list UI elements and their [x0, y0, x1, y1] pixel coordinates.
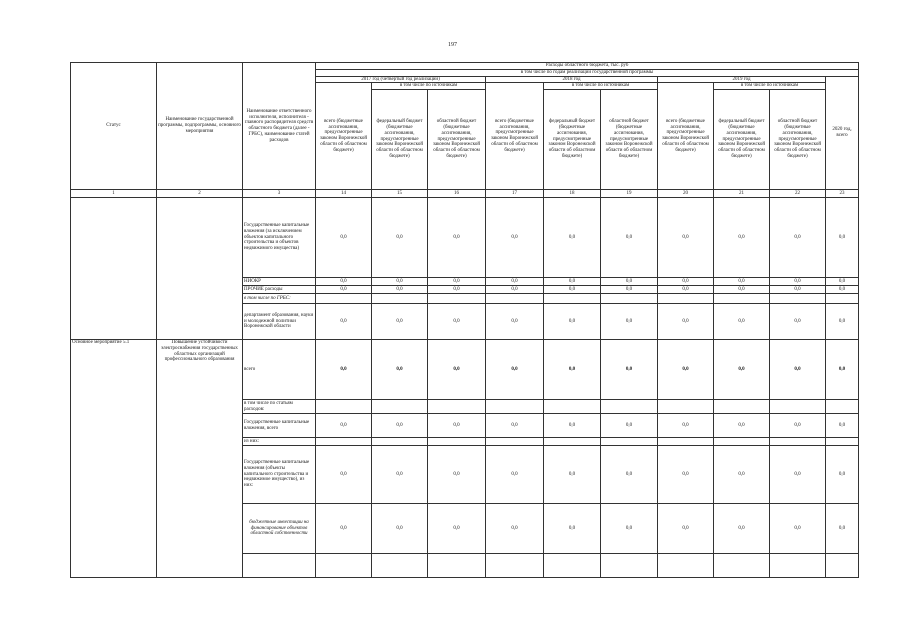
- value-cell: 0,0: [372, 504, 428, 554]
- table-row: [71, 340, 859, 400]
- main-event-name: Повышение устойчивости электроснабжения государственных областных организаций профессионального образования: [157, 340, 243, 578]
- value-cell: 0,0: [544, 278, 601, 286]
- row-label-budget-invest: бюджетные инвестиции на финансирование объектов областной собственности: [243, 504, 316, 554]
- value-cell: 0,0: [372, 278, 428, 286]
- value-cell: 0,0: [826, 504, 859, 554]
- value-cell: 0,0: [428, 278, 486, 286]
- value-cell: 0,0: [486, 278, 544, 286]
- value-cell: 0,0: [770, 340, 826, 400]
- status-cell-empty: [71, 198, 157, 340]
- value-cell: 0,0: [486, 304, 544, 340]
- value-cell: 0,0: [770, 504, 826, 554]
- value-cell: 0,0: [770, 278, 826, 286]
- value-cell: 0,0: [316, 414, 372, 438]
- header-total-2019: всего (бюджетные ассигнования, предусмотренные законом Воронежской области об областном бюджете): [658, 83, 714, 190]
- header-regional-2017: областной бюджет (бюджетные ассигнования, предусмотренные законом Воронежской области об областном бюджете): [428, 90, 486, 190]
- row-label-total: всего: [243, 340, 316, 400]
- value-cell: 0,0: [372, 446, 428, 504]
- header-total-2018: всего (бюджетные ассигнования, предусмотренные законом Воронежской области об областном бюджете): [486, 83, 544, 190]
- header-total-2017: всего (бюджетные ассигнования, предусмотренные законом Воронежской области об областном бюджете): [316, 83, 372, 190]
- main-event-status: Основное мероприятие 5.1: [71, 340, 157, 578]
- value-cell: 0,0: [486, 340, 544, 400]
- page-number: 197: [448, 42, 457, 48]
- header-regional-2018: областной бюджет (бюджетные ассигнования, предусмотренные законом Воронежской области об областном бюджете): [601, 90, 658, 190]
- header-year-2020: 2020 год, всего: [826, 76, 859, 190]
- row-label-niokr: НИОКР: [243, 278, 316, 286]
- header-incl-sources-2018: в том числе по источникам: [544, 83, 658, 90]
- value-cell: 0,0: [714, 278, 770, 286]
- value-cell: 0,0: [486, 198, 544, 278]
- value-cell: 0,0: [826, 278, 859, 286]
- value-cell: 0,0: [770, 198, 826, 278]
- value-cell: 0,0: [316, 198, 372, 278]
- row-label-of-which: из них:: [243, 438, 316, 446]
- value-cell: 0,0: [714, 504, 770, 554]
- value-cell: 0,0: [372, 340, 428, 400]
- value-cell: 0,0: [428, 286, 486, 294]
- value-cell: 0,0: [658, 504, 714, 554]
- value-cell: 0,0: [770, 414, 826, 438]
- value-cell: 0,0: [826, 304, 859, 340]
- row-label-incl-grbs: в том числе по ГРБС:: [243, 294, 316, 304]
- value-cell: 0,0: [601, 286, 658, 294]
- value-cell: 0,0: [316, 446, 372, 504]
- value-cell: 0,0: [316, 304, 372, 340]
- col-number: 17: [486, 190, 544, 198]
- value-cell: 0,0: [658, 446, 714, 504]
- value-cell: 0,0: [486, 504, 544, 554]
- header-years-sub: в том числе по годам реализации государственной программы: [316, 69, 859, 76]
- col-number: 19: [601, 190, 658, 198]
- col-number: 2: [157, 190, 243, 198]
- value-cell: 0,0: [714, 286, 770, 294]
- value-cell: 0,0: [601, 198, 658, 278]
- value-cell: 0,0: [544, 414, 601, 438]
- header-program-name: Наименование государственной программы, подпрограммы, основного мероприятия: [157, 63, 243, 190]
- header-expenses-title: Расходы областного бюджета, тыс. руб: [316, 63, 859, 70]
- row-label-state-capital: Государственные капитальные вложения (за исключением объектов капитального строительства и объектов недвижимого имущества): [243, 198, 316, 278]
- value-cell: 0,0: [826, 198, 859, 278]
- expenses-table: [70, 62, 859, 578]
- header-regional-2019: областной бюджет (бюджетные ассигнования, предусмотренные законом Воронежской области об областном бюджете): [770, 90, 826, 190]
- value-cell: 0,0: [372, 414, 428, 438]
- header-federal-2019: федеральный бюджет (бюджетные ассигнования, предусмотренные законом Воронежской области об областном бюджете): [714, 90, 770, 190]
- value-cell: 0,0: [770, 446, 826, 504]
- col-number: 20: [658, 190, 714, 198]
- value-cell: 0,0: [826, 446, 859, 504]
- value-cell: 0,0: [658, 304, 714, 340]
- value-cell: 0,0: [372, 304, 428, 340]
- value-cell: 0,0: [714, 414, 770, 438]
- value-cell: 0,0: [428, 198, 486, 278]
- value-cell: 0,0: [544, 304, 601, 340]
- value-cell: 0,0: [658, 414, 714, 438]
- value-cell: 0,0: [658, 286, 714, 294]
- value-cell: 0,0: [544, 286, 601, 294]
- col-number: 18: [544, 190, 601, 198]
- value-cell: 0,0: [658, 198, 714, 278]
- row-label-capital-objects: Государственные капитальные вложения (объекты капитального строительства и недвижимое имущество), из них:: [243, 446, 316, 504]
- value-cell: 0,0: [714, 446, 770, 504]
- value-cell: 0,0: [714, 304, 770, 340]
- value-cell: 0,0: [428, 446, 486, 504]
- col-number: 16: [428, 190, 486, 198]
- value-cell: 0,0: [658, 278, 714, 286]
- value-cell: 0,0: [372, 198, 428, 278]
- value-cell: 0,0: [316, 504, 372, 554]
- col-number: 14: [316, 190, 372, 198]
- value-cell: 0,0: [770, 286, 826, 294]
- value-cell: 0,0: [372, 286, 428, 294]
- value-cell: 0,0: [601, 446, 658, 504]
- value-cell: 0,0: [601, 278, 658, 286]
- value-cell: 0,0: [658, 340, 714, 400]
- value-cell: 0,0: [486, 286, 544, 294]
- value-cell: 0,0: [826, 340, 859, 400]
- col-number: 15: [372, 190, 428, 198]
- value-cell: 0,0: [714, 198, 770, 278]
- value-cell: 0,0: [544, 340, 601, 400]
- header-incl-sources-2019: в том числе по источникам: [714, 83, 826, 90]
- header-incl-sources-2017: в том числе по источникам: [372, 83, 486, 90]
- value-cell: 0,0: [601, 340, 658, 400]
- header-grbs: Наименование ответственного исполнителя, исполнителя - главного распорядителя средств областного бюджета (далее - ГРБС), наименование статей расходов: [243, 63, 316, 190]
- value-cell: 0,0: [486, 414, 544, 438]
- value-cell: 0,0: [601, 414, 658, 438]
- value-cell: 0,0: [826, 414, 859, 438]
- col-number: 21: [714, 190, 770, 198]
- header-year-2017: 2017 год (четвертый год реализации): [316, 76, 486, 83]
- row-label-other: ПРОЧИЕ расходы: [243, 286, 316, 294]
- table-row: [71, 198, 859, 278]
- row-label-department: департамент образования, науки и молодежной политики Воронежской области: [243, 304, 316, 340]
- value-cell: 0,0: [428, 304, 486, 340]
- value-cell: 0,0: [428, 504, 486, 554]
- value-cell: 0,0: [601, 504, 658, 554]
- value-cell: 0,0: [316, 340, 372, 400]
- header-federal-2018: федеральный бюджет (бюджетные ассигнования, предусмотренные законом Воронежской области об областном бюджете): [544, 90, 601, 190]
- header-status: Статус: [71, 63, 157, 190]
- row-label-capital: Государственные капитальные вложения, всего: [243, 414, 316, 438]
- value-cell: 0,0: [770, 304, 826, 340]
- value-cell: 0,0: [316, 278, 372, 286]
- value-cell: 0,0: [544, 198, 601, 278]
- name-cell-empty: [157, 198, 243, 340]
- value-cell: 0,0: [544, 504, 601, 554]
- value-cell: 0,0: [428, 414, 486, 438]
- col-number: 1: [71, 190, 157, 198]
- column-numbers-row: [71, 190, 859, 198]
- value-cell: 0,0: [544, 446, 601, 504]
- header-federal-2017: федеральный бюджет (бюджетные ассигнования, предусмотренные законом Воронежской области об областном бюджете): [372, 90, 428, 190]
- value-cell: 0,0: [714, 340, 770, 400]
- header-year-2019: 2019 год: [658, 76, 826, 83]
- value-cell: 0,0: [428, 340, 486, 400]
- value-cell: 0,0: [316, 286, 372, 294]
- col-number: 3: [243, 190, 316, 198]
- row-label-incl-articles: в том числе по статьям расходов:: [243, 400, 316, 414]
- value-cell: 0,0: [601, 304, 658, 340]
- value-cell: 0,0: [826, 286, 859, 294]
- col-number: 23: [826, 190, 859, 198]
- col-number: 22: [770, 190, 826, 198]
- header-year-2018: 2018 год: [486, 76, 658, 83]
- value-cell: 0,0: [486, 446, 544, 504]
